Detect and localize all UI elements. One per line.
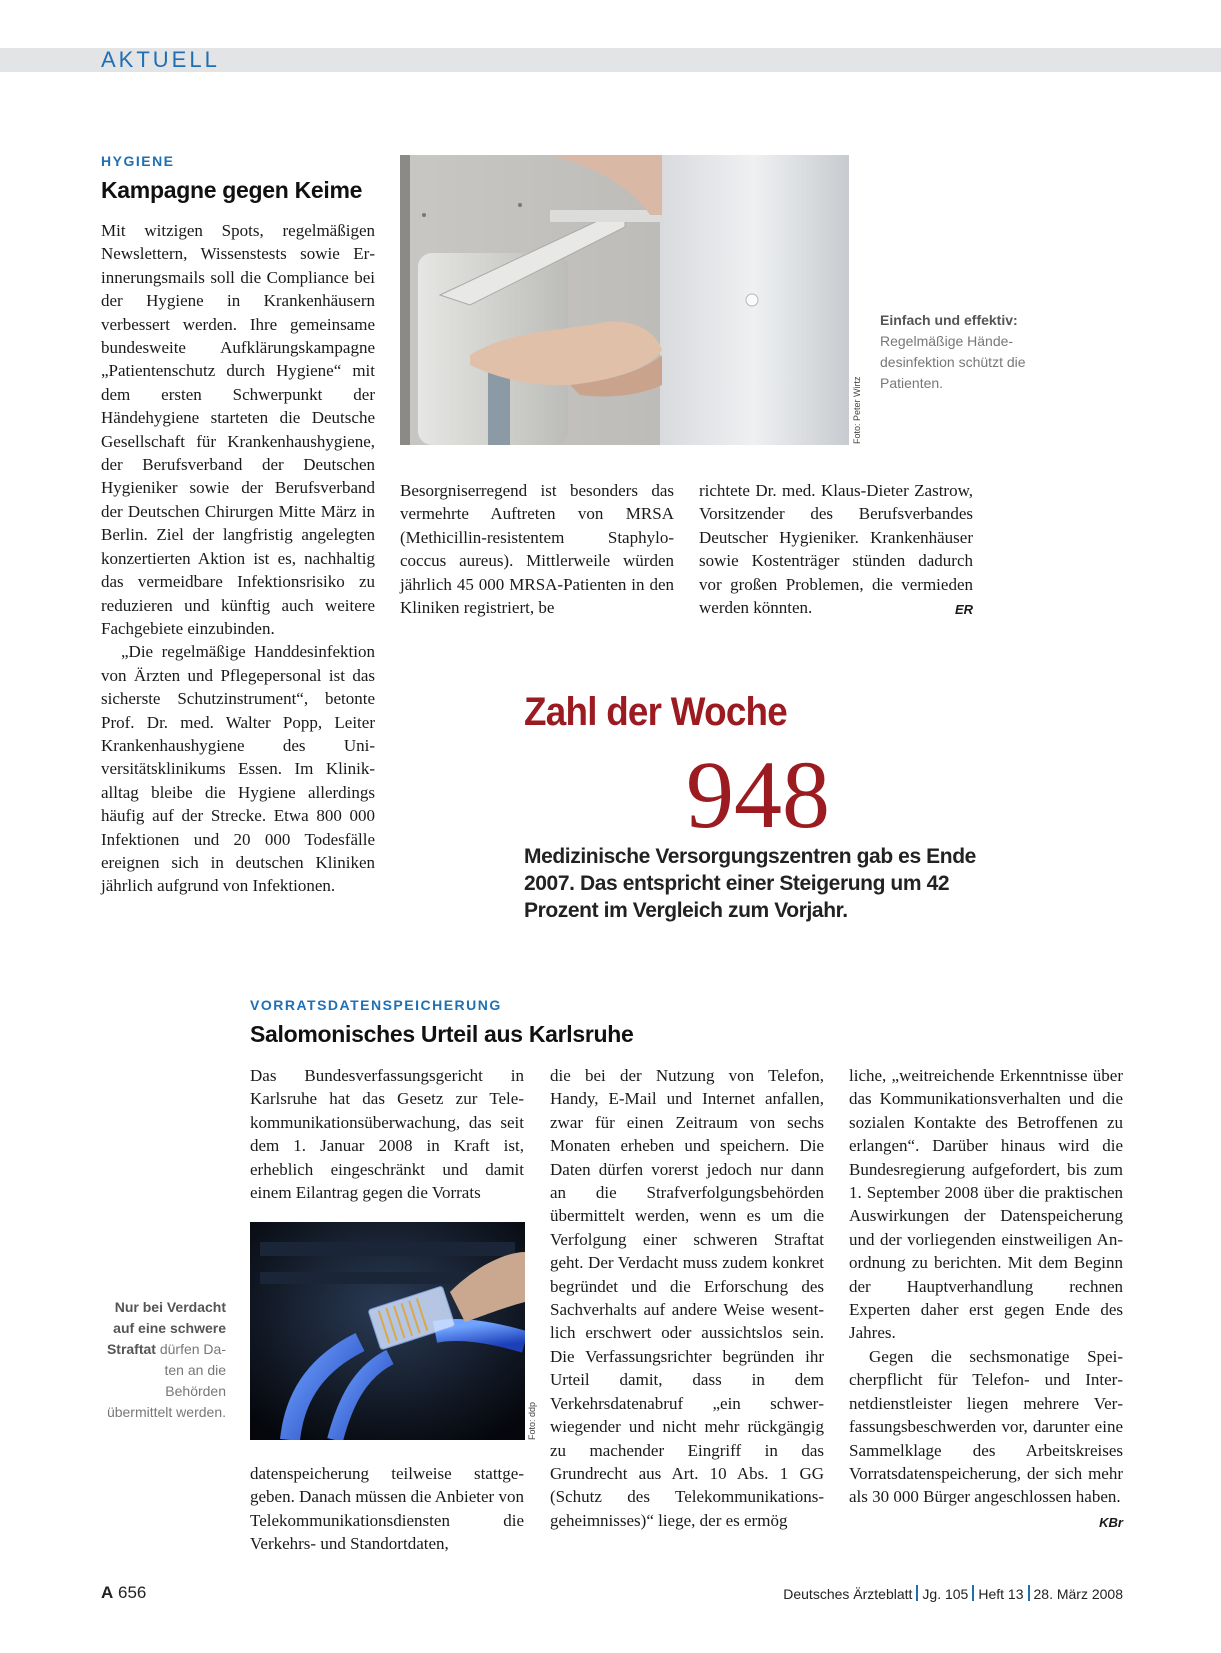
vorrat-column-2: die bei der Nutzung von Telefon, Handy, E-Mail und Internet anfallen, zwar für einen Zeitraum von sechs Monaten erheben und speichern. Die Daten dürfen vorerst jedoch nur dann an die Strafverfolgungsbehörden übermittelt werden, wenn es um die Verfolgung einer schweren Straftat geht. Der Verdacht muss zudem konkret begründet und die Erforschung des Sachverhalts auf andere Weise wesentlich erschwert oder aussichtslos sein. Die Verfassungsrichter begründen ihr Urteil damit, dass in dem Verkehrsdatenabruf „ein schwerwiegender und nicht mehr rückgängig zu machender Eingriff in das Grundrecht aus Art. 10 Abs. 1 GG (Schutz des Telekommunikationsgeheimnisses)“ liege, der es ermög: [550, 1066, 824, 1530]
hygiene-column-1: [101, 219, 375, 898]
vorrat-caption-lead: Nur bei Verdacht auf eine schwere Straftat: [106, 1299, 226, 1357]
vorrat-caption-text: dürfen Daten an die Behörden übermittelt werden.: [106, 1341, 226, 1420]
hygiene-kicker: HYGIENE: [101, 153, 175, 169]
footer-separator: [916, 1585, 918, 1601]
hygiene-paragraph-1: Mit witzigen Spots, regelmäßigen Newslettern, Wissenstests sowie Erinnerungsmails soll die Compliance bei der Hygiene in Krankenhäusern verbessert werden. Ihre gemeinsame bundesweite Aufklärungskampagne „Patientenschutz durch Hygiene“ mit dem ersten Schwerpunkt der Händehygiene starteten die Deutsche Gesellschaft für Krankenhaushygiene, der Berufsverband der Deutschen Hygieniker sowie der Berufsverband der Deutschen Chirurgen Mitte März in Berlin. Ziel der langfristig angelegten konzertierten Aktion ist es, nachhaltig das vermeidbare Infektionsrisiko zu reduzieren und künftig auch weitere Fachgebiete einzubinden.: [101, 221, 375, 638]
page-number-value: 656: [118, 1583, 147, 1602]
hygiene-photo-caption: [880, 310, 1050, 394]
hand-disinfection-photo: [400, 155, 849, 445]
footer-journal: Deutsches Ärzteblatt: [783, 1586, 913, 1602]
vorrat-column-1-top: Das Bundesverfassungsgericht in Karlsruhe hat das Gesetz zur Telekommunikationsüberwachung, das seit dem 1. Januar 2008 in Kraft ist, erheblich eingeschränkt und damit einem Eilantrag gegen die Vorrats: [250, 1066, 524, 1203]
vorrat-signature: KBr: [1099, 1514, 1123, 1530]
footer-issue: Heft 13: [978, 1586, 1024, 1602]
vorrat-kicker: VORRATSDATENSPEICHERUNG: [250, 997, 502, 1013]
hygiene-headline: Kampagne gegen Keime: [101, 177, 363, 203]
vorrat-photo-caption: [100, 1297, 226, 1423]
hygiene-photo-credit: Foto: Peter Wirtz: [852, 376, 862, 444]
vorrat-paragraph-2-text: Gegen die sechsmonatige Speicherpflicht für Telefon- und Internetdienstleister liegen mehrere Verfassungsbeschwerden vor, darunter eine Sammelklage des Arbeitskreises Vorratsdatenspeicherung, der sich mehr als 30 000 Bürger angeschlossen haben.: [849, 1346, 1123, 1507]
hygiene-paragraph-2: „Die regelmäßige Handdesinfektion von Ärzten und Pflegepersonal ist das sicherste Schutzinstrument“, betonte Prof. Dr. med. Walter Popp, Leiter Krankenhaushygiene des Universitätsklinikums Essen. Im Klinikalltag bleibe die Hygiene allerdings häufig auf der Strecke. Etwa 800 000 Infektionen und 20 000 Todesfälle ereignen sich in deutschen Kliniken jährlich aufgrund von Infektionen.: [101, 642, 375, 896]
footer-citation: [783, 1585, 1123, 1602]
vorrat-photo-credit: Foto: ddp: [527, 1401, 537, 1440]
footer-separator: [972, 1585, 974, 1601]
zahl-der-woche-number: 948: [686, 741, 830, 848]
vorrat-headline: Salomonisches Urteil aus Karlsruhe: [250, 1021, 634, 1047]
network-cable-photo: [250, 1222, 525, 1440]
hygiene-column-2: Besorgniserregend ist besonders das vermehrte Auftreten von MRSA (Methicillin-resistentem Staphylococcus aureus). Mittlerweile würden jährlich 45 000 MRSA-Patienten in den Kliniken registriert, be: [400, 481, 674, 618]
zahl-der-woche-text: Medizinische Versorgungszentren gab es Ende 2007. Das entspricht einer Steigerung um 42 Prozent im Vergleich zum Vorjahr.: [524, 845, 976, 922]
hygiene-column-3: [699, 479, 973, 621]
zahl-der-woche-title: Zahl der Woche: [524, 690, 788, 734]
footer-date: 28. März 2008: [1033, 1586, 1123, 1602]
vorrat-paragraph-2: [849, 1345, 1123, 1530]
footer-separator: [1028, 1585, 1030, 1601]
hygiene-caption-lead: Einfach und effektiv:: [880, 312, 1018, 328]
hygiene-column-3-text: richtete Dr. med. Klaus-Dieter Zastrow, Vorsitzender des Berufsverbandes Deutscher Hygieniker. Krankenhäuser sowie Kostenträger stünden dadurch vor großen Problemen, die vermieden werden könnten.: [699, 481, 973, 618]
page-number: [101, 1583, 146, 1603]
vorrat-column-3: [849, 1064, 1123, 1534]
hygiene-signature: ER: [954, 602, 973, 618]
page-prefix: A: [101, 1583, 114, 1602]
vorrat-paragraph-1: liche, „weitreichende Erkenntnisse über das Kommunikationsverhalten und die sozialen Kontakte des Betroffenen zu erlangen“. Darüber hinaus wird die Bundesregierung aufgefordert, bis zum 1. September 2008 über die praktischen Auswirkungen der Datenspeicherung und der vorliegenden einstweiligen Anordnung zu berichten. Mit dem Beginn der Hauptverhandlung rechnen Experten daher erst gegen Ende des Jahres.: [849, 1066, 1123, 1343]
footer-volume: Jg. 105: [922, 1586, 969, 1602]
vorrat-column-1-bottom: datenspeicherung teilweise stattgegeben. Danach müssen die Anbieter von Telekommunikationsdiensten die Verkehrs- und Standortdaten,: [250, 1464, 524, 1554]
hygiene-caption-text: Regelmäßige Händedesinfektion schützt die Patienten.: [880, 333, 1026, 391]
section-label: AKTUELL: [101, 47, 220, 72]
